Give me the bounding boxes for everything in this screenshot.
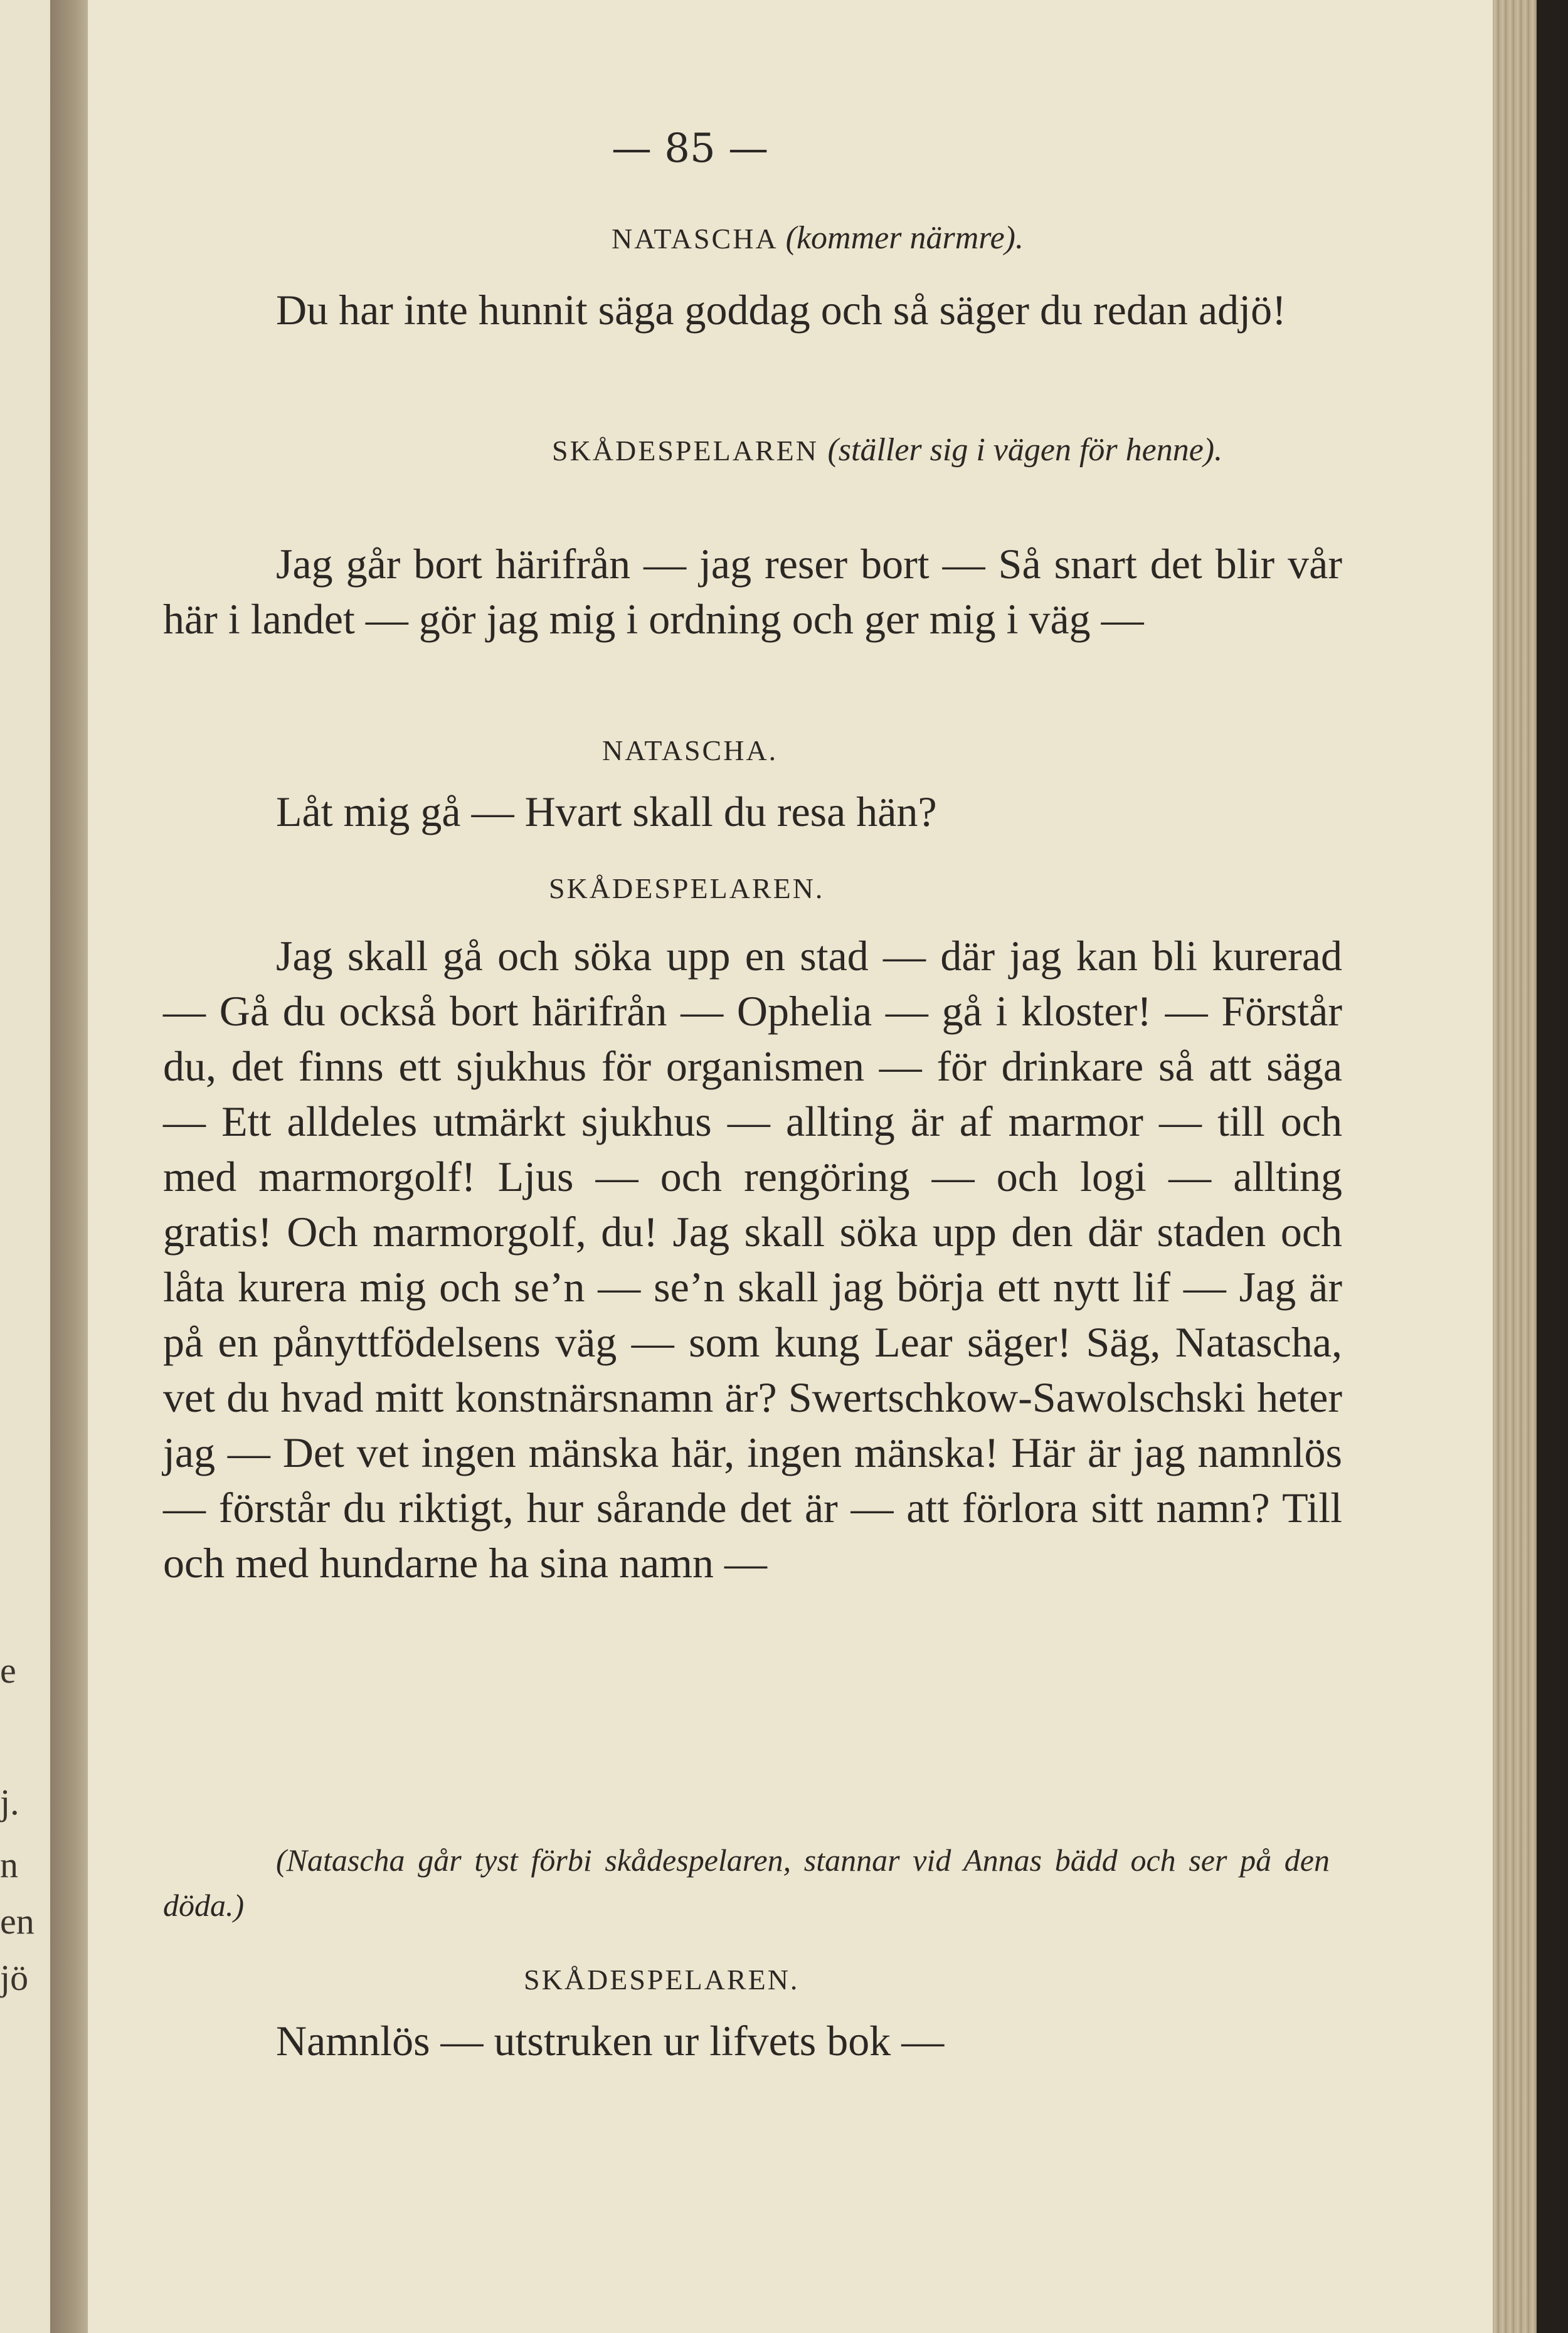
speaker-heading: [552, 426, 1342, 475]
speaker-heading: [602, 734, 778, 767]
stage-direction: (kommer närmre).: [785, 220, 1024, 256]
left-fragment: n: [0, 1844, 18, 1885]
stage-direction-text: (Natascha går tyst förbi skådespelaren, stannar vid Annas bädd och ser på den döda.): [163, 1843, 1330, 1923]
speech-block: [163, 928, 1342, 1590]
speech-text: Jag skall gå och söka upp en stad — där jag kan bli kurerad — Gå du också bort härifrån — Ophelia — gå i kloster! — Förstår du, det finns ett sjukhus för organismen — för drinkare så att säga — Ett alldeles utmärkt sjukhus — allting är af marmor — till och med marmorgolf! Ljus — och rengöring — och logi — allting gratis! Och marmorgolf, du! Jag skall söka upp den där staden och låta kurera mig och se’n — se’n skall jag börja ett nytt lif — Jag är på en pånyttfödelsens väg — som kung Lear säger! Säg, Natascha, vet du hvad mitt konstnärsnamn är? Swertschkow-Sawolschski heter jag — Det vet ingen mänska här, ingen mänska! Här är jag namnlös — förstår du riktigt, hur sårande det är — att förlora sitt namn? Till och med hundarne ha sina namn —: [163, 932, 1342, 1587]
speech-text: Jag går bort härifrån — jag reser bort — Så snart det blir vår här i landet — gör jag mig i ordning och ger mig i väg —: [163, 540, 1342, 643]
left-fragment: j.: [0, 1782, 19, 1822]
speaker-name: SKÅDESPELAREN.: [524, 1964, 800, 1996]
left-fragment: jö: [0, 1957, 29, 1998]
stage-direction-block: [163, 1838, 1330, 1928]
speech-text: Namnlös — utstruken ur lifvets bok —: [276, 2017, 945, 2065]
speaker-name: SKÅDESPELAREN.: [549, 872, 825, 904]
book-page: [88, 0, 1493, 2333]
left-fragment: en: [0, 1901, 34, 1942]
stage-direction: (ställer sig i vägen för henne).: [827, 432, 1223, 468]
speech-block: [163, 2013, 1342, 2068]
speech-block: [163, 784, 1342, 839]
speaker-name: SKÅDESPELAREN: [552, 435, 818, 467]
speech-text: Du har inte hunnit säga goddag och så säger du redan adjö!: [276, 286, 1286, 334]
page-number: — 85 —: [611, 125, 769, 172]
speaker-name: NATASCHA.: [602, 734, 778, 766]
speaker-heading: [612, 220, 1024, 257]
speech-block: [163, 282, 1342, 337]
speech-text: Låt mig gå — Hvart skall du resa hän?: [276, 788, 937, 835]
speaker-heading: [524, 1963, 799, 1996]
left-fragment: e: [0, 1650, 16, 1691]
speaker-heading: [549, 872, 824, 905]
speech-block: [163, 536, 1342, 647]
speaker-name: NATASCHA: [612, 223, 777, 255]
